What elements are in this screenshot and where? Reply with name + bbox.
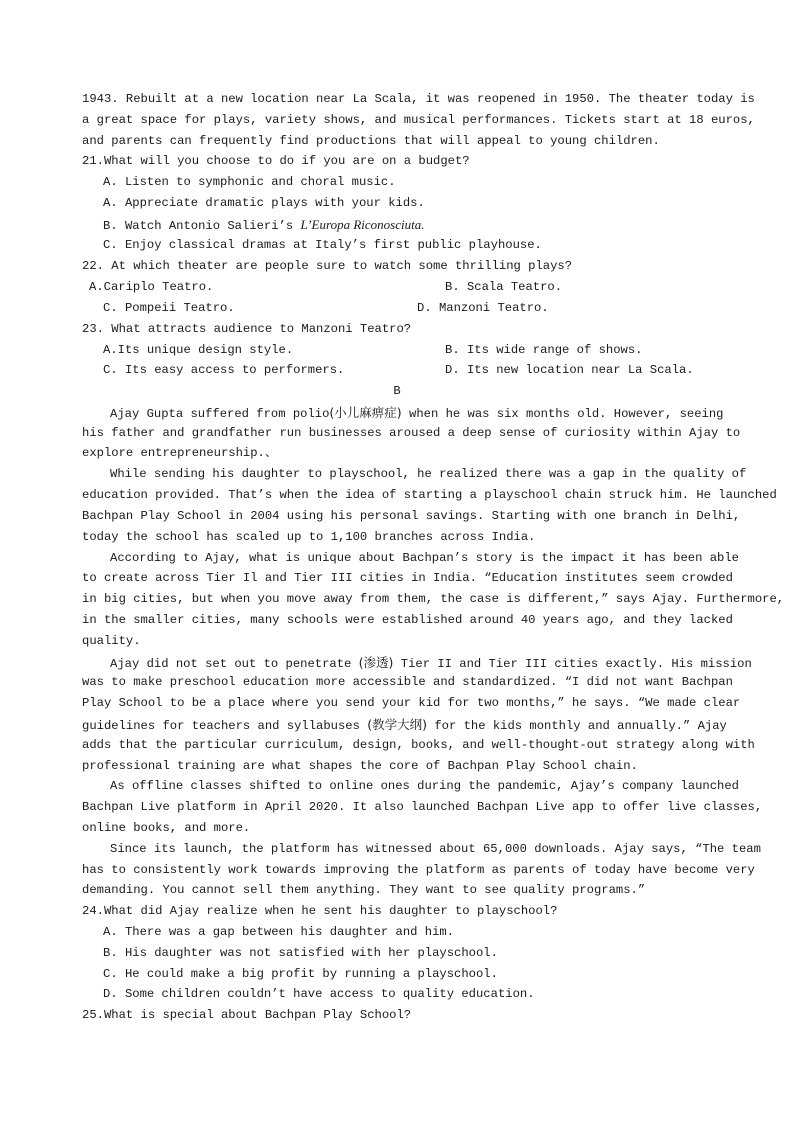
chinese-gloss: (小儿麻痹症) <box>329 405 402 420</box>
question-25-stem: 25.What is special about Bachpan Play School? <box>82 1008 412 1022</box>
question-23-option-d: D. Its new location near La Scala. <box>445 363 694 377</box>
text-run: Tier II and Tier III cities exactly. His mission <box>393 657 752 671</box>
passage-a-line: a great space for plays, variety shows, and musical performances. Tickets start at 18 euros, <box>82 113 755 127</box>
passage-b-line: As offline classes shifted to online ones during the pandemic, Ajay’s company launched <box>110 779 739 793</box>
passage-b-line: online books, and more. <box>82 821 251 835</box>
passage-b-line: in big cities, but when you move away from them, the case is different,” says Ajay. Furthermore, <box>82 592 785 606</box>
question-21-option: C. Enjoy classical dramas at Italy’s first public playhouse. <box>103 238 542 252</box>
passage-b-line: today the school has scaled up to 1,100 branches across India. <box>82 530 536 544</box>
passage-b-line: explore entrepreneurship.、 <box>82 446 278 460</box>
question-24-option: C. He could make a big profit by running a playschool. <box>103 967 498 981</box>
question-24-option: B. His daughter was not satisfied with her playschool. <box>103 946 498 960</box>
chinese-gloss: (渗透) <box>358 655 394 670</box>
passage-b-line: Bachpan Play School in 2004 using his personal savings. Starting with one branch in Delhi, <box>82 509 741 523</box>
passage-b-line: was to make preschool education more accessible and standardized. “I did not want Bachpan <box>82 675 733 689</box>
question-21-option: A. Appreciate dramatic plays with your kids. <box>103 196 425 210</box>
passage-b-line: education provided. That’s when the idea of starting a playschool chain struck him. He launched <box>82 488 777 502</box>
passage-b-line: Bachpan Live platform in April 2020. It also launched Bachpan Live app to offer live classes, <box>82 800 763 814</box>
question-21-option <box>103 214 712 235</box>
question-22-option-c: C. Pompeii Teatro. <box>103 301 235 315</box>
text-run: Ajay did not set out to penetrate <box>110 657 359 671</box>
text-run: when he was six months old. However, seeing <box>401 407 724 421</box>
passage-b-line: his father and grandfather run businesses aroused a deep sense of curiosity within Ajay to <box>82 426 741 440</box>
question-22-option-b: B. Scala Teatro. <box>445 280 563 294</box>
opera-title: L’Europa Riconosciuta. <box>300 217 425 232</box>
question-23-option-c: C. Its easy access to performers. <box>103 363 345 377</box>
question-24-option: D. Some children couldn’t have access to quality education. <box>103 987 535 1001</box>
question-23-option-a: A.Its unique design style. <box>103 343 294 357</box>
chinese-gloss: (教学大纲) <box>367 717 427 732</box>
option-text: B. Watch Antonio Salieri’s <box>103 219 301 233</box>
passage-a-line: 1943. Rebuilt at a new location near La Scala, it was reopened in 1950. The theater today is <box>82 92 755 106</box>
question-22-option-d: D. Manzoni Teatro. <box>417 301 549 315</box>
text-run: Ajay Gupta suffered from polio <box>110 407 330 421</box>
question-22-option-a: A.Cariplo Teatro. <box>89 280 214 294</box>
text-run: for the kids monthly and annually.” Ajay <box>427 719 727 733</box>
question-21-option: A. Listen to symphonic and choral music. <box>103 175 396 189</box>
question-22-stem: 22. At which theater are people sure to watch some thrilling plays? <box>82 259 573 273</box>
passage-b-line: quality. <box>82 634 141 648</box>
text-run: guidelines for teachers and syllabuses <box>82 719 368 733</box>
passage-b-line: has to consistently work towards improving the platform as parents of today have become very <box>82 863 755 877</box>
passage-b-line: demanding. You cannot sell them anything. They want to see quality programs.” <box>82 883 646 897</box>
passage-b-line <box>110 402 724 423</box>
section-b-heading: B <box>393 384 401 398</box>
question-23-stem: 23. What attracts audience to Manzoni Teatro? <box>82 322 412 336</box>
passage-b-line: According to Ajay, what is unique about Bachpan’s story is the impact it has been able <box>110 551 739 565</box>
question-24-stem: 24.What did Ajay realize when he sent his daughter to playschool? <box>82 904 558 918</box>
passage-b-line: in the smaller cities, many schools were established around 40 years ago, and they lacked <box>82 613 733 627</box>
question-23-option-b: B. Its wide range of shows. <box>445 343 643 357</box>
passage-b-line: Since its launch, the platform has witnessed about 65,000 downloads. Ajay says, “The team <box>110 842 761 856</box>
passage-b-line: professional training are what shapes the core of Bachpan Play School chain. <box>82 759 638 773</box>
question-21-stem: 21.What will you choose to do if you are on a budget? <box>82 154 470 168</box>
passage-b-line <box>82 714 727 735</box>
question-24-option: A. There was a gap between his daughter and him. <box>103 925 455 939</box>
passage-a-line: and parents can frequently find productions that will appeal to young children. <box>82 134 660 148</box>
passage-b-line: While sending his daughter to playschool, he realized there was a gap in the quality of <box>110 467 747 481</box>
passage-b-line <box>110 652 752 673</box>
passage-b-line: to create across Tier Il and Tier III cities in India. “Education institutes seem crowded <box>82 571 733 585</box>
passage-b-line: adds that the particular curriculum, design, books, and well-thought-out strategy along with <box>82 738 755 752</box>
passage-b-line: Play School to be a place where you send your kid for two months,” he says. “We made clear <box>82 696 741 710</box>
